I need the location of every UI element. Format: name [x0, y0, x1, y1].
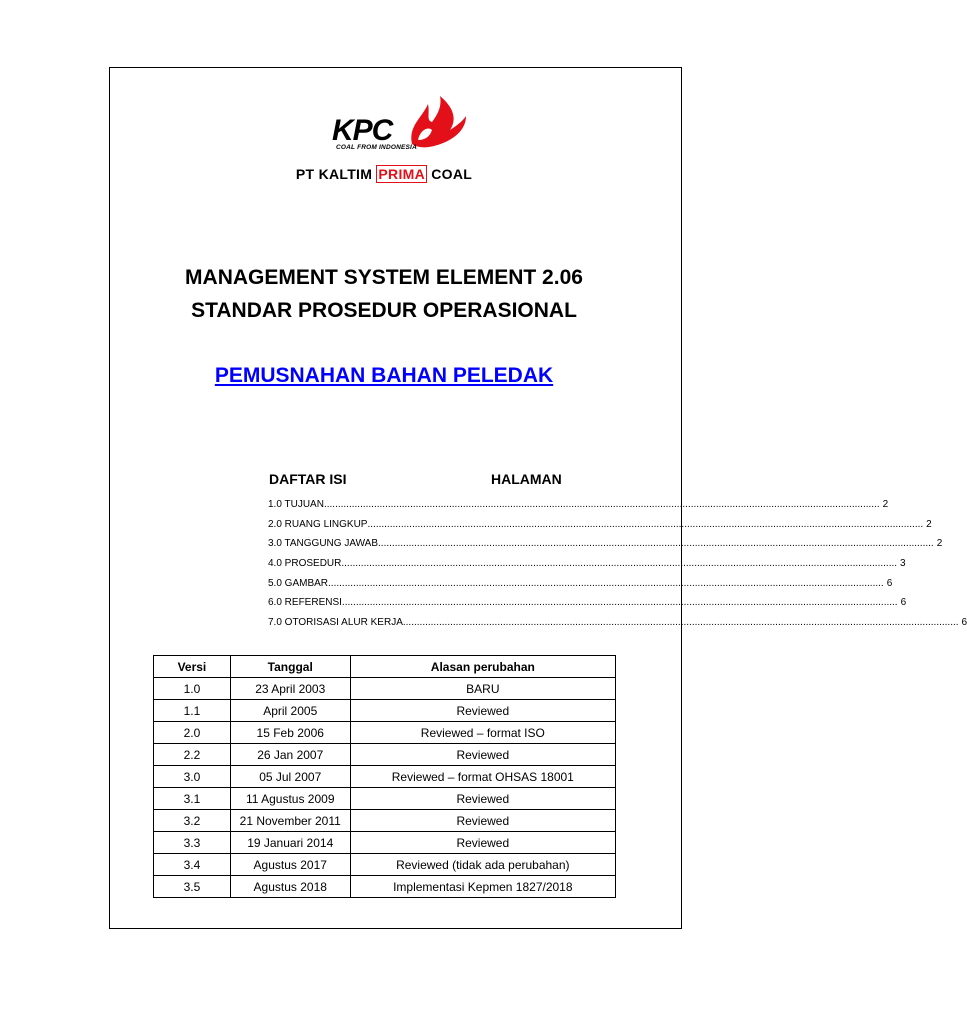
version-cell: 3.4	[154, 854, 231, 876]
version-cell: 3.1	[154, 788, 231, 810]
logo-tagline: COAL FROM INDONESIA	[336, 144, 417, 151]
table-row	[154, 722, 616, 744]
table-row	[154, 876, 616, 898]
table-row	[154, 744, 616, 766]
table-of-contents	[268, 495, 967, 632]
table-row	[154, 788, 616, 810]
date-cell: 11 Agustus 2009	[230, 788, 350, 810]
reason-cell: Implementasi Kepmen 1827/2018	[350, 876, 615, 898]
company-name-end: COAL	[427, 166, 473, 182]
toc-item-label: 1.0 TUJUAN	[268, 499, 324, 511]
company-name	[0, 166, 768, 182]
date-cell: 21 November 2011	[230, 810, 350, 832]
toc-header-contents: DAFTAR ISI	[269, 471, 347, 487]
reason-cell: Reviewed – format ISO	[350, 722, 615, 744]
date-cell: 23 April 2003	[230, 678, 350, 700]
toc-item	[268, 515, 932, 535]
toc-item-page: 2	[926, 518, 932, 530]
toc-item-label: 7.0 OTORISASI ALUR KERJA	[268, 616, 403, 628]
reason-cell: Reviewed – format OHSAS 18001	[350, 766, 615, 788]
toc-leader: ........................................................................................................................................................................................................	[378, 538, 934, 550]
toc-item-label: 3.0 TANGGUNG JAWAB	[268, 538, 379, 550]
company-name-start: PT KALTIM	[295, 166, 377, 182]
toc-leader: ........................................................................................................................................................................................................	[328, 577, 884, 589]
toc-item	[268, 593, 907, 613]
version-cell: 2.2	[154, 744, 231, 766]
table-row	[154, 700, 616, 722]
toc-item-page: 3	[900, 558, 906, 570]
date-cell: Agustus 2018	[230, 876, 350, 898]
date-cell: 19 Januari 2014	[230, 832, 350, 854]
date-cell: April 2005	[230, 700, 350, 722]
table-row	[154, 832, 616, 854]
reason-cell: Reviewed	[350, 700, 615, 722]
toc-item-page: 6	[886, 577, 893, 589]
toc-leader: ........................................................................................................................................................................................................	[341, 597, 898, 609]
version-cell: 3.5	[154, 876, 231, 898]
toc-item	[268, 495, 889, 515]
toc-header-page: HALAMAN	[491, 471, 562, 487]
toc-leader: ........................................................................................................................................................................................................	[367, 518, 924, 530]
toc-item-page: 6	[900, 597, 907, 609]
column-header-reason: Alasan perubahan	[350, 656, 615, 678]
version-cell: 3.2	[154, 810, 231, 832]
toc-item-label: 4.0 PROSEDUR	[268, 558, 342, 570]
toc-item-label: 2.0 RUANG LINGKUP	[268, 518, 368, 530]
company-name-highlight: PRIMA	[378, 166, 426, 182]
table-row	[154, 678, 616, 700]
revision-table	[153, 655, 616, 898]
title-line-2: STANDAR PROSEDUR OPERASIONAL	[191, 299, 577, 322]
date-cell: 15 Feb 2006	[230, 722, 350, 744]
reason-cell: Reviewed	[350, 788, 615, 810]
reason-cell: Reviewed	[350, 744, 615, 766]
toc-leader: ........................................................................................................................................................................................................	[402, 616, 959, 628]
title-line-1: MANAGEMENT SYSTEM ELEMENT 2.06	[185, 266, 583, 289]
column-header-date: Tanggal	[230, 656, 350, 678]
table-row	[154, 810, 616, 832]
column-header-version: Versi	[154, 656, 231, 678]
toc-item	[268, 534, 943, 554]
revision-table-header	[154, 656, 616, 678]
toc-item-page: 2	[936, 538, 943, 550]
reason-cell: Reviewed (tidak ada perubahan)	[350, 854, 615, 876]
reason-cell: BARU	[350, 678, 615, 700]
toc-item-label: 6.0 REFERENSI	[268, 597, 342, 609]
date-cell: Agustus 2017	[230, 854, 350, 876]
table-row	[154, 854, 616, 876]
toc-item	[268, 573, 893, 593]
toc-item	[268, 613, 967, 633]
version-cell: 2.0	[154, 722, 231, 744]
reason-cell: Reviewed	[350, 810, 615, 832]
toc-item	[268, 554, 906, 574]
date-cell: 05 Jul 2007	[230, 766, 350, 788]
document-title: PEMUSNAHAN BAHAN PELEDAK	[214, 364, 554, 387]
reason-cell: Reviewed	[350, 832, 615, 854]
version-cell: 3.0	[154, 766, 231, 788]
toc-item-page: 6	[961, 616, 967, 628]
table-row	[154, 766, 616, 788]
version-cell: 1.0	[154, 678, 231, 700]
toc-leader: ........................................................................................................................................................................................................	[341, 558, 898, 570]
toc-leader: ........................................................................................................................................................................................................	[323, 499, 880, 511]
version-cell: 1.1	[154, 700, 231, 722]
version-cell: 3.3	[154, 832, 231, 854]
date-cell: 26 Jan 2007	[230, 744, 350, 766]
toc-item-page: 2	[882, 499, 889, 511]
toc-item-label: 5.0 GAMBAR	[268, 577, 329, 589]
kpc-wordmark: KPC	[332, 114, 393, 147]
